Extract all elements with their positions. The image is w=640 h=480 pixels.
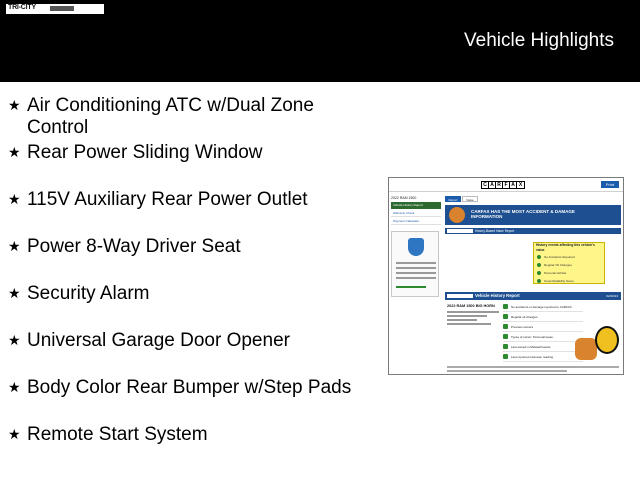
highlight-row: [534, 261, 604, 269]
carfax-tabs: [445, 196, 621, 203]
value-report-label: History-Based Value Report: [475, 229, 515, 233]
feature-item: [8, 283, 378, 330]
feature-item: [8, 95, 378, 142]
carfax-logo-letter: F: [503, 182, 510, 188]
sidebar-vehicle-title: 2022 RAM 1500: [391, 196, 417, 200]
disclaimer-line: [447, 370, 567, 372]
feature-text: Rear Power Sliding Window: [27, 142, 263, 163]
history-text: Last reported odometer reading: [511, 354, 554, 359]
vehicle-info: [447, 304, 499, 325]
highlight-row: [534, 253, 604, 261]
star-bullet-icon: ★: [8, 285, 21, 301]
feature-text: 115V Auxiliary Rear Power Outlet: [27, 189, 308, 210]
history-row[interactable]: [503, 352, 583, 362]
vehicle-info-line: [447, 323, 491, 325]
feature-item: [8, 377, 378, 424]
feature-text: Security Alarm: [27, 283, 150, 304]
feature-text: Remote Start System: [27, 424, 208, 445]
sidebar-item-payment[interactable]: Payment Calculator: [391, 218, 441, 225]
history-text: No accidents or damage reported to CARFAX: [511, 304, 572, 309]
history-list: [503, 302, 583, 362]
feature-item: [8, 142, 378, 189]
star-bullet-icon: ★: [8, 191, 21, 207]
check-icon: [537, 279, 541, 283]
star-bullet-icon: ★: [8, 426, 21, 442]
star-bullet-icon: ★: [8, 238, 21, 254]
banner-title: CARFAX HAS THE MOST ACCIDENT & DAMAGE INFORMATION: [471, 209, 575, 219]
history-row[interactable]: [503, 302, 583, 312]
history-row[interactable]: [503, 322, 583, 332]
dealer-card-link[interactable]: [396, 286, 426, 288]
value-highlights-box: [533, 242, 605, 284]
oil-icon: [503, 314, 508, 319]
feature-item: [8, 424, 378, 471]
owner-icon: [503, 324, 508, 329]
history-row[interactable]: [503, 332, 583, 342]
value-report-bar: [445, 228, 621, 234]
feature-text: Universal Garage Door Opener: [27, 330, 290, 351]
feature-text: Body Color Rear Bumper w/Step Pads: [27, 377, 352, 398]
fox-mascot-icon: [449, 207, 465, 223]
dealer-card: [391, 231, 439, 297]
odometer-icon: [503, 354, 508, 359]
feature-item: [8, 189, 378, 236]
star-bullet-icon: ★: [8, 379, 21, 395]
check-icon: [537, 271, 541, 275]
history-text: Regular oil changes: [511, 314, 538, 319]
vehicle-info-line: [447, 311, 499, 313]
star-bullet-icon: ★: [8, 332, 21, 348]
highlight-text: Great Reliability Score: [544, 279, 574, 283]
check-icon: [537, 263, 541, 267]
carfax-main: [445, 196, 621, 374]
highlights-title: History events affecting this vehicle's value: [536, 243, 595, 252]
feature-text: Air Conditioning ATC w/Dual Zone Control: [27, 95, 314, 138]
highlight-text: Regular Oil Changes: [544, 263, 572, 267]
tab-report[interactable]: Report: [445, 196, 461, 202]
tab-value[interactable]: Value: [462, 196, 478, 202]
carfax-top-bar: [389, 178, 624, 192]
vehicle-info-line: [447, 315, 487, 317]
dealer-logo-graphic: [50, 6, 74, 11]
dealer-logo-text: TRI-CITY: [8, 4, 36, 11]
star-bullet-icon: ★: [8, 97, 21, 113]
carfax-banner: [445, 205, 621, 225]
dealer-logo[interactable]: [6, 4, 104, 14]
carfax-logo-letter: C: [482, 182, 489, 188]
owner-type-icon: [503, 334, 508, 339]
highlight-text: No Accidents Reported: [544, 255, 575, 259]
carfax-mini-logo: [447, 294, 473, 298]
feature-item: [8, 236, 378, 283]
dealer-card-line: [396, 262, 436, 264]
disclaimer-line: [447, 366, 619, 368]
vehicle-title: 2022 RAM 1500 BIG HORN: [447, 304, 495, 308]
carfax-report-thumbnail[interactable]: [388, 177, 624, 375]
carfax-sidebar: [391, 196, 441, 374]
print-button[interactable]: Print: [601, 181, 619, 188]
carfax-logo-letter: A: [489, 182, 496, 188]
history-text: Types of owner: Personal lease: [511, 334, 553, 339]
sidebar-item-warranty[interactable]: Warranty Check: [391, 210, 441, 217]
sidebar-item-history-report[interactable]: Vehicle History Report: [391, 202, 441, 209]
dealer-card-line: [396, 272, 436, 274]
carfax-logo-letter: R: [496, 182, 503, 188]
feature-list: [8, 95, 378, 471]
feature-item: [8, 330, 378, 377]
history-text: Previous owners: [511, 324, 534, 329]
carfax-logo: [481, 181, 525, 189]
carfax-logo-letter: A: [510, 182, 517, 188]
highlight-row: [534, 277, 604, 285]
feature-text: Power 8-Way Driver Seat: [27, 236, 241, 257]
location-icon: [503, 344, 508, 349]
one-owner-seal-icon: [595, 326, 619, 354]
page-title: Vehicle Highlights: [464, 30, 614, 51]
fox-mascot-icon: [575, 338, 597, 360]
check-icon: [537, 255, 541, 259]
history-report-title: Vehicle History Report: [475, 293, 520, 298]
highlight-text: Personal Vehicle: [544, 271, 567, 275]
carfax-mini-logo: [447, 229, 473, 233]
vehicle-info-line: [447, 319, 477, 321]
history-row[interactable]: [503, 312, 583, 322]
header-bar: [0, 0, 640, 82]
history-text: Last owned in Massachusetts: [511, 344, 551, 349]
highlight-row: [534, 269, 604, 277]
check-icon: [503, 304, 508, 309]
star-bullet-icon: ★: [8, 144, 21, 160]
history-report-bar: [445, 292, 621, 300]
report-date: 02/20/24: [606, 294, 618, 298]
dealer-card-line: [396, 267, 436, 269]
dealer-card-line: [396, 277, 436, 279]
dealer-badge-icon: [408, 238, 424, 256]
carfax-logo-letter: X: [518, 182, 523, 188]
history-row[interactable]: [503, 342, 583, 352]
